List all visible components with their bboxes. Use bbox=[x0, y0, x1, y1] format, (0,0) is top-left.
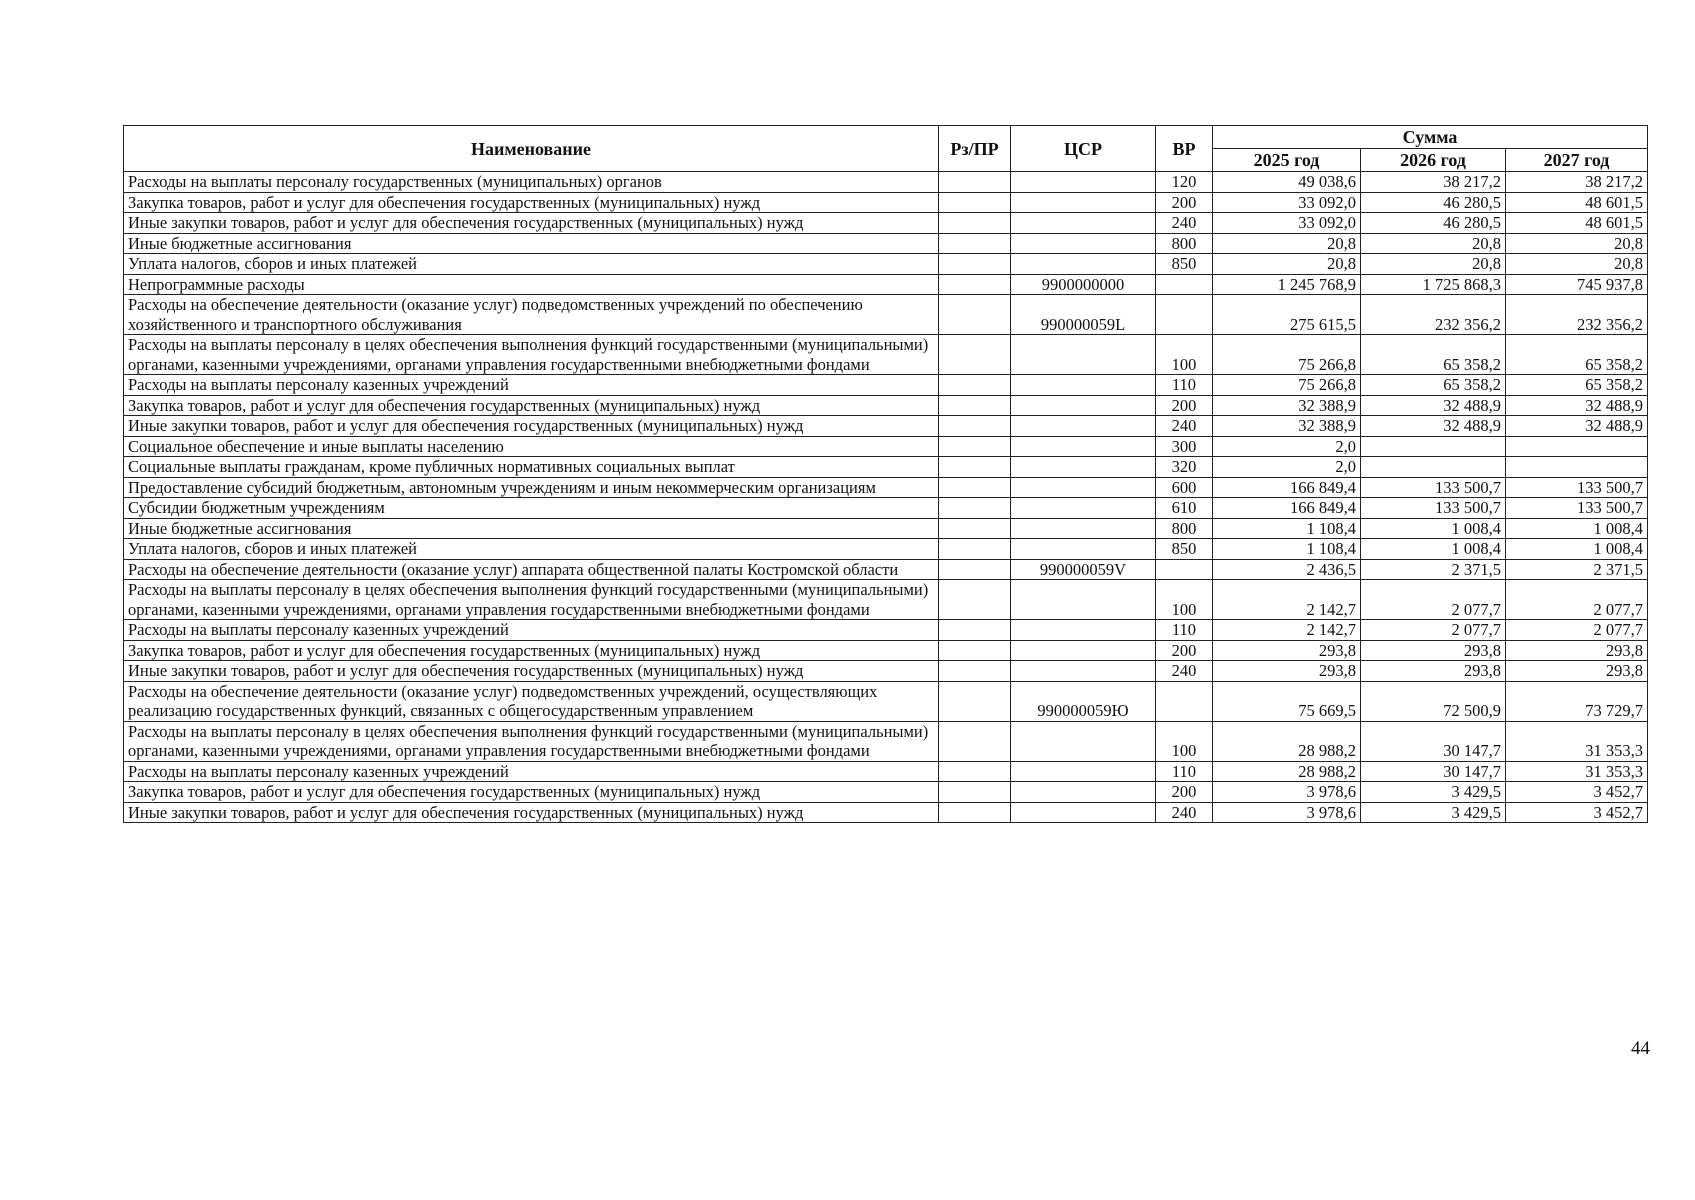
cell-2027: 32 488,9 bbox=[1506, 416, 1648, 437]
cell-2027: 65 358,2 bbox=[1506, 335, 1648, 375]
cell-2025: 32 388,9 bbox=[1213, 416, 1361, 437]
cell-csr: 990000059V bbox=[1011, 559, 1156, 580]
cell-2027: 745 937,8 bbox=[1506, 274, 1648, 295]
cell-vr: 240 bbox=[1156, 416, 1213, 437]
cell-name: Иные бюджетные ассигнования bbox=[124, 518, 939, 539]
cell-rzpr bbox=[939, 254, 1011, 275]
cell-csr bbox=[1011, 436, 1156, 457]
table-row bbox=[124, 539, 1648, 560]
cell-2025: 75 266,8 bbox=[1213, 335, 1361, 375]
cell-2026: 2 371,5 bbox=[1361, 559, 1506, 580]
cell-name: Расходы на выплаты персоналу казенных учреждений bbox=[124, 375, 939, 396]
cell-csr bbox=[1011, 539, 1156, 560]
cell-vr: 110 bbox=[1156, 375, 1213, 396]
table-row bbox=[124, 559, 1648, 580]
header-name: Наименование bbox=[124, 126, 939, 172]
cell-2026: 20,8 bbox=[1361, 233, 1506, 254]
cell-csr bbox=[1011, 761, 1156, 782]
cell-2025: 28 988,2 bbox=[1213, 721, 1361, 761]
cell-rzpr bbox=[939, 192, 1011, 213]
cell-csr bbox=[1011, 335, 1156, 375]
cell-name: Социальное обеспечение и иные выплаты населению bbox=[124, 436, 939, 457]
cell-rzpr bbox=[939, 681, 1011, 721]
cell-2025: 3 978,6 bbox=[1213, 782, 1361, 803]
table-row bbox=[124, 254, 1648, 275]
cell-rzpr bbox=[939, 375, 1011, 396]
cell-vr: 320 bbox=[1156, 457, 1213, 478]
cell-vr: 100 bbox=[1156, 335, 1213, 375]
cell-2025: 2,0 bbox=[1213, 436, 1361, 457]
header-year-2026: 2026 год bbox=[1361, 149, 1506, 172]
cell-2027: 20,8 bbox=[1506, 233, 1648, 254]
cell-2027: 1 008,4 bbox=[1506, 539, 1648, 560]
cell-vr: 610 bbox=[1156, 498, 1213, 519]
table-row bbox=[124, 802, 1648, 823]
cell-vr: 240 bbox=[1156, 802, 1213, 823]
cell-2027: 3 452,7 bbox=[1506, 802, 1648, 823]
table-row bbox=[124, 274, 1648, 295]
cell-2025: 2 142,7 bbox=[1213, 580, 1361, 620]
cell-2026: 30 147,7 bbox=[1361, 721, 1506, 761]
cell-2026: 65 358,2 bbox=[1361, 375, 1506, 396]
cell-vr: 200 bbox=[1156, 782, 1213, 803]
cell-name: Закупка товаров, работ и услуг для обеспечения государственных (муниципальных) нужд bbox=[124, 192, 939, 213]
table-row bbox=[124, 477, 1648, 498]
cell-2026: 46 280,5 bbox=[1361, 213, 1506, 234]
table-row bbox=[124, 782, 1648, 803]
cell-name: Иные закупки товаров, работ и услуг для обеспечения государственных (муниципальных) нужд bbox=[124, 416, 939, 437]
cell-2026: 133 500,7 bbox=[1361, 477, 1506, 498]
cell-name: Расходы на выплаты персоналу в целях обеспечения выполнения функций государственными (муниципальными) органами, казенными учреждениями, органами управления государственными внебюджетными фондами bbox=[124, 721, 939, 761]
cell-vr: 300 bbox=[1156, 436, 1213, 457]
cell-name: Уплата налогов, сборов и иных платежей bbox=[124, 539, 939, 560]
cell-2026: 32 488,9 bbox=[1361, 416, 1506, 437]
cell-2025: 75 669,5 bbox=[1213, 681, 1361, 721]
cell-rzpr bbox=[939, 477, 1011, 498]
cell-vr: 120 bbox=[1156, 172, 1213, 193]
cell-rzpr bbox=[939, 782, 1011, 803]
cell-csr bbox=[1011, 802, 1156, 823]
table-row bbox=[124, 375, 1648, 396]
table-row bbox=[124, 721, 1648, 761]
cell-2026: 1 008,4 bbox=[1361, 539, 1506, 560]
cell-2027: 31 353,3 bbox=[1506, 721, 1648, 761]
cell-2026: 46 280,5 bbox=[1361, 192, 1506, 213]
cell-2026 bbox=[1361, 457, 1506, 478]
cell-rzpr bbox=[939, 436, 1011, 457]
cell-rzpr bbox=[939, 620, 1011, 641]
cell-rzpr bbox=[939, 233, 1011, 254]
cell-2027: 133 500,7 bbox=[1506, 477, 1648, 498]
cell-vr: 100 bbox=[1156, 721, 1213, 761]
cell-2025: 293,8 bbox=[1213, 661, 1361, 682]
table-row bbox=[124, 640, 1648, 661]
table-row bbox=[124, 395, 1648, 416]
cell-2026: 2 077,7 bbox=[1361, 620, 1506, 641]
cell-rzpr bbox=[939, 661, 1011, 682]
cell-vr bbox=[1156, 295, 1213, 335]
cell-rzpr bbox=[939, 395, 1011, 416]
cell-vr: 800 bbox=[1156, 518, 1213, 539]
header-vr: ВР bbox=[1156, 126, 1213, 172]
cell-2027: 48 601,5 bbox=[1506, 213, 1648, 234]
cell-name: Социальные выплаты гражданам, кроме публичных нормативных социальных выплат bbox=[124, 457, 939, 478]
cell-name: Расходы на выплаты персоналу в целях обеспечения выполнения функций государственными (муниципальными) органами, казенными учреждениями, органами управления государственными внебюджетными фондами bbox=[124, 580, 939, 620]
cell-2026 bbox=[1361, 436, 1506, 457]
cell-2026: 72 500,9 bbox=[1361, 681, 1506, 721]
cell-2025: 75 266,8 bbox=[1213, 375, 1361, 396]
cell-2027 bbox=[1506, 436, 1648, 457]
cell-2026: 38 217,2 bbox=[1361, 172, 1506, 193]
table-row bbox=[124, 681, 1648, 721]
cell-vr: 200 bbox=[1156, 395, 1213, 416]
cell-vr: 100 bbox=[1156, 580, 1213, 620]
cell-rzpr bbox=[939, 335, 1011, 375]
cell-rzpr bbox=[939, 721, 1011, 761]
header-rzpr: Рз/ПР bbox=[939, 126, 1011, 172]
cell-2026: 1 725 868,3 bbox=[1361, 274, 1506, 295]
cell-name: Расходы на выплаты персоналу государственных (муниципальных) органов bbox=[124, 172, 939, 193]
cell-csr bbox=[1011, 254, 1156, 275]
cell-2027: 232 356,2 bbox=[1506, 295, 1648, 335]
cell-csr bbox=[1011, 233, 1156, 254]
table-row bbox=[124, 518, 1648, 539]
cell-2025: 166 849,4 bbox=[1213, 477, 1361, 498]
cell-rzpr bbox=[939, 498, 1011, 519]
table-row bbox=[124, 580, 1648, 620]
cell-2027: 1 008,4 bbox=[1506, 518, 1648, 539]
cell-vr: 240 bbox=[1156, 661, 1213, 682]
cell-vr: 110 bbox=[1156, 620, 1213, 641]
cell-vr bbox=[1156, 681, 1213, 721]
cell-2027: 133 500,7 bbox=[1506, 498, 1648, 519]
table-row bbox=[124, 335, 1648, 375]
budget-table bbox=[123, 125, 1648, 823]
cell-2025: 2 436,5 bbox=[1213, 559, 1361, 580]
cell-2026: 65 358,2 bbox=[1361, 335, 1506, 375]
table-row bbox=[124, 620, 1648, 641]
cell-rzpr bbox=[939, 559, 1011, 580]
cell-rzpr bbox=[939, 518, 1011, 539]
table-row bbox=[124, 457, 1648, 478]
cell-2025: 2 142,7 bbox=[1213, 620, 1361, 641]
cell-rzpr bbox=[939, 172, 1011, 193]
cell-2027: 20,8 bbox=[1506, 254, 1648, 275]
cell-rzpr bbox=[939, 416, 1011, 437]
cell-rzpr bbox=[939, 539, 1011, 560]
cell-csr bbox=[1011, 416, 1156, 437]
cell-2025: 20,8 bbox=[1213, 233, 1361, 254]
cell-rzpr bbox=[939, 457, 1011, 478]
cell-name: Расходы на обеспечение деятельности (оказание услуг) подведомственных учреждений, осуществляющих реализацию государственных функций, связанных с общегосударственным управлением bbox=[124, 681, 939, 721]
cell-name: Иные закупки товаров, работ и услуг для обеспечения государственных (муниципальных) нужд bbox=[124, 213, 939, 234]
cell-vr: 600 bbox=[1156, 477, 1213, 498]
cell-name: Иные бюджетные ассигнования bbox=[124, 233, 939, 254]
cell-csr: 9900000000 bbox=[1011, 274, 1156, 295]
cell-rzpr bbox=[939, 274, 1011, 295]
cell-2025: 28 988,2 bbox=[1213, 761, 1361, 782]
cell-vr: 850 bbox=[1156, 539, 1213, 560]
cell-2027: 32 488,9 bbox=[1506, 395, 1648, 416]
table-row bbox=[124, 295, 1648, 335]
table-row bbox=[124, 436, 1648, 457]
cell-vr: 110 bbox=[1156, 761, 1213, 782]
cell-rzpr bbox=[939, 213, 1011, 234]
cell-vr: 850 bbox=[1156, 254, 1213, 275]
cell-2027: 293,8 bbox=[1506, 661, 1648, 682]
cell-2025: 20,8 bbox=[1213, 254, 1361, 275]
cell-vr bbox=[1156, 559, 1213, 580]
cell-name: Расходы на выплаты персоналу в целях обеспечения выполнения функций государственными (муниципальными) органами, казенными учреждениями, органами управления государственными внебюджетными фондами bbox=[124, 335, 939, 375]
cell-name: Непрограммные расходы bbox=[124, 274, 939, 295]
cell-csr bbox=[1011, 782, 1156, 803]
cell-name: Закупка товаров, работ и услуг для обеспечения государственных (муниципальных) нужд bbox=[124, 395, 939, 416]
cell-2027: 73 729,7 bbox=[1506, 681, 1648, 721]
cell-2026: 1 008,4 bbox=[1361, 518, 1506, 539]
header-csr: ЦСР bbox=[1011, 126, 1156, 172]
table-row bbox=[124, 172, 1648, 193]
cell-name: Иные закупки товаров, работ и услуг для обеспечения государственных (муниципальных) нужд bbox=[124, 661, 939, 682]
cell-2025: 33 092,0 bbox=[1213, 213, 1361, 234]
cell-2026: 133 500,7 bbox=[1361, 498, 1506, 519]
cell-2026: 20,8 bbox=[1361, 254, 1506, 275]
cell-2027: 3 452,7 bbox=[1506, 782, 1648, 803]
cell-vr: 200 bbox=[1156, 192, 1213, 213]
cell-vr: 240 bbox=[1156, 213, 1213, 234]
cell-name: Расходы на выплаты персоналу казенных учреждений bbox=[124, 620, 939, 641]
cell-2025: 33 092,0 bbox=[1213, 192, 1361, 213]
cell-rzpr bbox=[939, 761, 1011, 782]
cell-2025: 2,0 bbox=[1213, 457, 1361, 478]
cell-2027: 48 601,5 bbox=[1506, 192, 1648, 213]
cell-name: Предоставление субсидий бюджетным, автономным учреждениям и иным некоммерческим организациям bbox=[124, 477, 939, 498]
cell-csr bbox=[1011, 395, 1156, 416]
cell-csr: 990000059Ю bbox=[1011, 681, 1156, 721]
cell-2027: 2 077,7 bbox=[1506, 580, 1648, 620]
cell-2025: 49 038,6 bbox=[1213, 172, 1361, 193]
cell-csr bbox=[1011, 661, 1156, 682]
cell-csr bbox=[1011, 477, 1156, 498]
cell-rzpr bbox=[939, 640, 1011, 661]
cell-2025: 1 245 768,9 bbox=[1213, 274, 1361, 295]
cell-csr bbox=[1011, 498, 1156, 519]
cell-csr bbox=[1011, 580, 1156, 620]
cell-name: Уплата налогов, сборов и иных платежей bbox=[124, 254, 939, 275]
cell-rzpr bbox=[939, 295, 1011, 335]
header-year-2027: 2027 год bbox=[1506, 149, 1648, 172]
table-row bbox=[124, 761, 1648, 782]
cell-vr: 800 bbox=[1156, 233, 1213, 254]
header-sum: Сумма bbox=[1213, 126, 1648, 149]
cell-2025: 1 108,4 bbox=[1213, 539, 1361, 560]
cell-rzpr bbox=[939, 802, 1011, 823]
table-row bbox=[124, 192, 1648, 213]
cell-2025: 1 108,4 bbox=[1213, 518, 1361, 539]
cell-vr: 200 bbox=[1156, 640, 1213, 661]
cell-2027: 65 358,2 bbox=[1506, 375, 1648, 396]
cell-2025: 293,8 bbox=[1213, 640, 1361, 661]
cell-name: Расходы на обеспечение деятельности (оказание услуг) подведомственных учреждений по обеспечению хозяйственного и транспортного обслуживания bbox=[124, 295, 939, 335]
header-year-2025: 2025 год bbox=[1213, 149, 1361, 172]
cell-name: Закупка товаров, работ и услуг для обеспечения государственных (муниципальных) нужд bbox=[124, 782, 939, 803]
table-row bbox=[124, 416, 1648, 437]
cell-2025: 275 615,5 bbox=[1213, 295, 1361, 335]
cell-name: Расходы на обеспечение деятельности (оказание услуг) аппарата общественной палаты Костромской области bbox=[124, 559, 939, 580]
table-row bbox=[124, 498, 1648, 519]
cell-2025: 32 388,9 bbox=[1213, 395, 1361, 416]
cell-vr bbox=[1156, 274, 1213, 295]
cell-csr: 990000059L bbox=[1011, 295, 1156, 335]
cell-rzpr bbox=[939, 580, 1011, 620]
table-body bbox=[124, 172, 1648, 823]
cell-name: Закупка товаров, работ и услуг для обеспечения государственных (муниципальных) нужд bbox=[124, 640, 939, 661]
cell-csr bbox=[1011, 640, 1156, 661]
cell-csr bbox=[1011, 721, 1156, 761]
cell-2026: 293,8 bbox=[1361, 640, 1506, 661]
cell-2026: 30 147,7 bbox=[1361, 761, 1506, 782]
cell-name: Субсидии бюджетным учреждениям bbox=[124, 498, 939, 519]
cell-2025: 3 978,6 bbox=[1213, 802, 1361, 823]
page-number: 44 bbox=[1631, 1038, 1650, 1059]
table-row bbox=[124, 233, 1648, 254]
cell-csr bbox=[1011, 518, 1156, 539]
cell-2025: 166 849,4 bbox=[1213, 498, 1361, 519]
cell-2027: 31 353,3 bbox=[1506, 761, 1648, 782]
cell-2026: 293,8 bbox=[1361, 661, 1506, 682]
cell-2027: 293,8 bbox=[1506, 640, 1648, 661]
cell-csr bbox=[1011, 192, 1156, 213]
cell-name: Иные закупки товаров, работ и услуг для обеспечения государственных (муниципальных) нужд bbox=[124, 802, 939, 823]
table-row bbox=[124, 213, 1648, 234]
cell-2027 bbox=[1506, 457, 1648, 478]
cell-csr bbox=[1011, 213, 1156, 234]
cell-2026: 3 429,5 bbox=[1361, 782, 1506, 803]
cell-2026: 32 488,9 bbox=[1361, 395, 1506, 416]
cell-2027: 38 217,2 bbox=[1506, 172, 1648, 193]
cell-2027: 2 371,5 bbox=[1506, 559, 1648, 580]
table-row bbox=[124, 661, 1648, 682]
header-row bbox=[124, 126, 1648, 149]
cell-csr bbox=[1011, 620, 1156, 641]
cell-2026: 3 429,5 bbox=[1361, 802, 1506, 823]
cell-name: Расходы на выплаты персоналу казенных учреждений bbox=[124, 761, 939, 782]
cell-csr bbox=[1011, 375, 1156, 396]
cell-2026: 2 077,7 bbox=[1361, 580, 1506, 620]
cell-2026: 232 356,2 bbox=[1361, 295, 1506, 335]
cell-csr bbox=[1011, 172, 1156, 193]
cell-csr bbox=[1011, 457, 1156, 478]
cell-2027: 2 077,7 bbox=[1506, 620, 1648, 641]
